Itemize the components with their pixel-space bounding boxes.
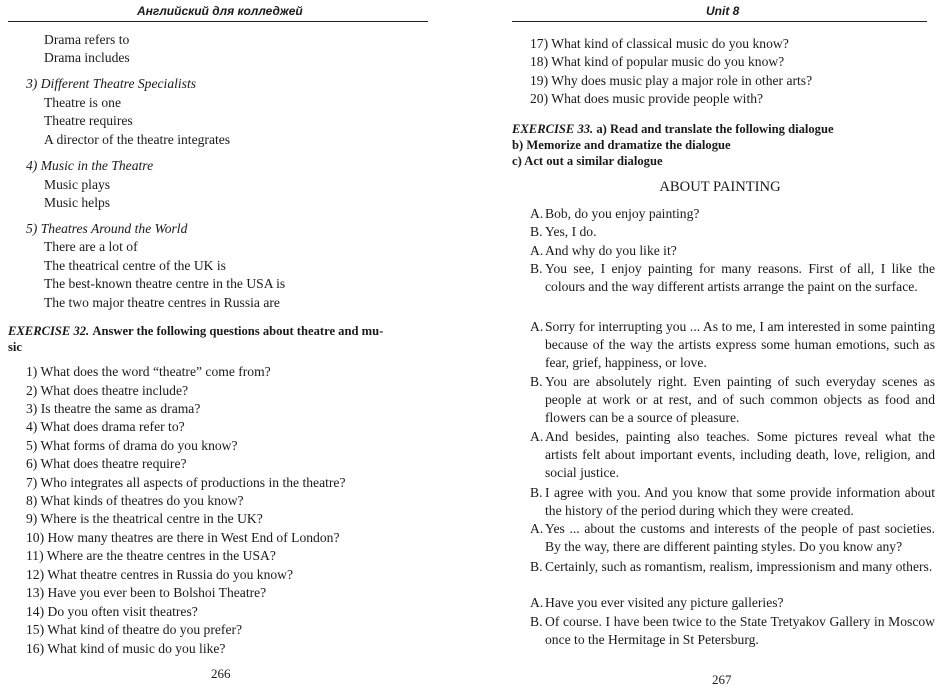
running-header: Английский для колледжей: [137, 4, 303, 18]
plan-line: The best-known theatre centre in the USA is: [44, 276, 286, 291]
question-item: 3) Is theatre the same as drama?: [26, 401, 201, 416]
question-item: 12) What theatre centres in Russia do you know?: [26, 567, 294, 582]
dialogue-turn: [530, 613, 935, 649]
exercise-instruction-a: a) Read and translate the following dialogue: [596, 122, 834, 136]
dialogue-text: Of course. I have been twice to the State Tretyakov Gallery in Moscow once to the Hermitage in St Petersburg.: [545, 614, 935, 648]
speaker-label: A.: [530, 243, 544, 258]
exercise-instruction-b: b) Memorize and dramatize the dialogue: [512, 138, 731, 152]
exercise-label: EXERCISE 32.: [8, 324, 90, 338]
question-item: 19) Why does music play a major role in other arts?: [530, 73, 813, 88]
plan-line: The theatrical centre of the UK is: [44, 258, 226, 273]
question-item: 15) What kind of theatre do you prefer?: [26, 622, 243, 637]
speaker-label: A.: [530, 521, 544, 536]
exercise-instruction-cont: sic: [8, 340, 22, 354]
dialogue-text: You see, I enjoy painting for many reasons. First of all, I like the colours and the way different artists arrange the paint on the surface.: [545, 261, 935, 295]
question-item: 8) What kinds of theatres do you know?: [26, 493, 244, 508]
section-heading: 4) Music in the Theatre: [26, 158, 154, 173]
section-heading: 5) Theatres Around the World: [26, 221, 188, 236]
plan-line: There are a lot of: [44, 239, 138, 254]
dialogue-text: Yes ... about the customs and interests of the people of past societies. By the way, there are different painting styles. Do you know any?: [545, 521, 935, 555]
plan-line: Music plays: [44, 177, 111, 192]
dialogue-turn: [530, 242, 935, 260]
speaker-label: A.: [530, 595, 544, 610]
section-heading: 3) Different Theatre Specialists: [26, 76, 197, 91]
plan-line: Theatre requires: [44, 113, 133, 128]
plan-line: Drama refers to: [44, 32, 130, 47]
question-item: 13) Have you ever been to Bolshoi Theatre?: [26, 585, 267, 600]
question-item: 6) What does theatre require?: [26, 456, 187, 471]
speaker-label: B.: [530, 614, 543, 629]
question-item: 7) Who integrates all aspects of productions in the theatre?: [26, 475, 346, 490]
question-item: 20) What does music provide people with?: [530, 91, 764, 106]
question-item: 9) Where is the theatrical centre in the UK?: [26, 511, 263, 526]
exercise-instruction-c: c) Act out a similar dialogue: [512, 154, 663, 168]
page-number: 266: [211, 666, 231, 681]
question-item: 18) What kind of popular music do you know?: [530, 54, 785, 69]
speaker-label: B.: [530, 261, 543, 276]
dialogue-turn: [530, 594, 935, 612]
dialogue-turn: [530, 260, 935, 296]
speaker-label: A.: [530, 206, 544, 221]
header-rule: [8, 21, 428, 22]
plan-line: A director of the theatre integrates: [44, 132, 231, 147]
dialogue-text: And besides, painting also teaches. Some pictures reveal what the artists felt about important events, including death, love, religion, and social justice.: [545, 429, 935, 481]
question-item: 17) What kind of classical music do you know?: [530, 36, 789, 51]
dialogue-turn: [530, 520, 935, 556]
exercise-32-heading: [8, 323, 430, 355]
exercise-33-heading: [512, 121, 942, 169]
dialogue-text: And why do you like it?: [545, 243, 677, 258]
question-item: 2) What does theatre include?: [26, 383, 189, 398]
dialogue-text: Bob, do you enjoy painting?: [545, 206, 700, 221]
speaker-label: A.: [530, 429, 544, 444]
right-page: [490, 0, 950, 690]
dialogue-turn: [530, 205, 935, 223]
dialogue-turn: [530, 428, 935, 483]
question-item: 5) What forms of drama do you know?: [26, 438, 238, 453]
dialogue-turn: [530, 318, 935, 373]
speaker-label: A.: [530, 319, 544, 334]
exercise-instruction: Answer the following questions about theatre and mu-: [92, 324, 384, 338]
question-item: 14) Do you often visit theatres?: [26, 604, 198, 619]
dialogue-text: I agree with you. And you know that some provide information about the history of the period during which they were created.: [545, 485, 935, 519]
dialogue-text: You are absolutely right. Even painting of such everyday scenes as people at work or at rest, and of such common objects as food and flowers can be a source of pleasure.: [545, 374, 935, 426]
plan-line: Theatre is one: [44, 95, 121, 110]
question-item: 11) Where are the theatre centres in the USA?: [26, 548, 276, 563]
question-item: 16) What kind of music do you like?: [26, 641, 226, 656]
dialogue-turn: [530, 223, 935, 241]
question-item: 10) How many theatres are there in West End of London?: [26, 530, 340, 545]
dialogue-turn: [530, 558, 935, 576]
dialogue-text: Yes, I do.: [545, 224, 597, 239]
question-item: 4) What does drama refer to?: [26, 419, 185, 434]
speaker-label: B.: [530, 374, 543, 389]
header-rule: [512, 21, 927, 22]
speaker-label: B.: [530, 224, 543, 239]
page-number: 267: [712, 672, 732, 687]
dialogue-text: Have you ever visited any picture galleries?: [545, 595, 784, 610]
exercise-label: EXERCISE 33.: [512, 122, 594, 136]
running-header: Unit 8: [706, 4, 740, 18]
plan-line: Music helps: [44, 195, 111, 210]
speaker-label: B.: [530, 485, 543, 500]
dialogue-text: Certainly, such as romantism, realism, impressionism and many others.: [545, 559, 933, 574]
dialogue-turn: [530, 373, 935, 428]
speaker-label: B.: [530, 559, 543, 574]
left-page: [0, 0, 470, 690]
dialogue-title: ABOUT PAINTING: [659, 179, 781, 195]
dialogue-text: Sorry for interrupting you ... As to me, I am interested in some painting because of the way the artists express some human emotions, such as fear, grief, happiness, or love.: [545, 319, 935, 371]
plan-line: Drama includes: [44, 50, 130, 65]
question-item: 1) What does the word “theatre” come from?: [26, 364, 271, 379]
dialogue-turn: [530, 484, 935, 520]
plan-line: The two major theatre centres in Russia are: [44, 295, 280, 310]
